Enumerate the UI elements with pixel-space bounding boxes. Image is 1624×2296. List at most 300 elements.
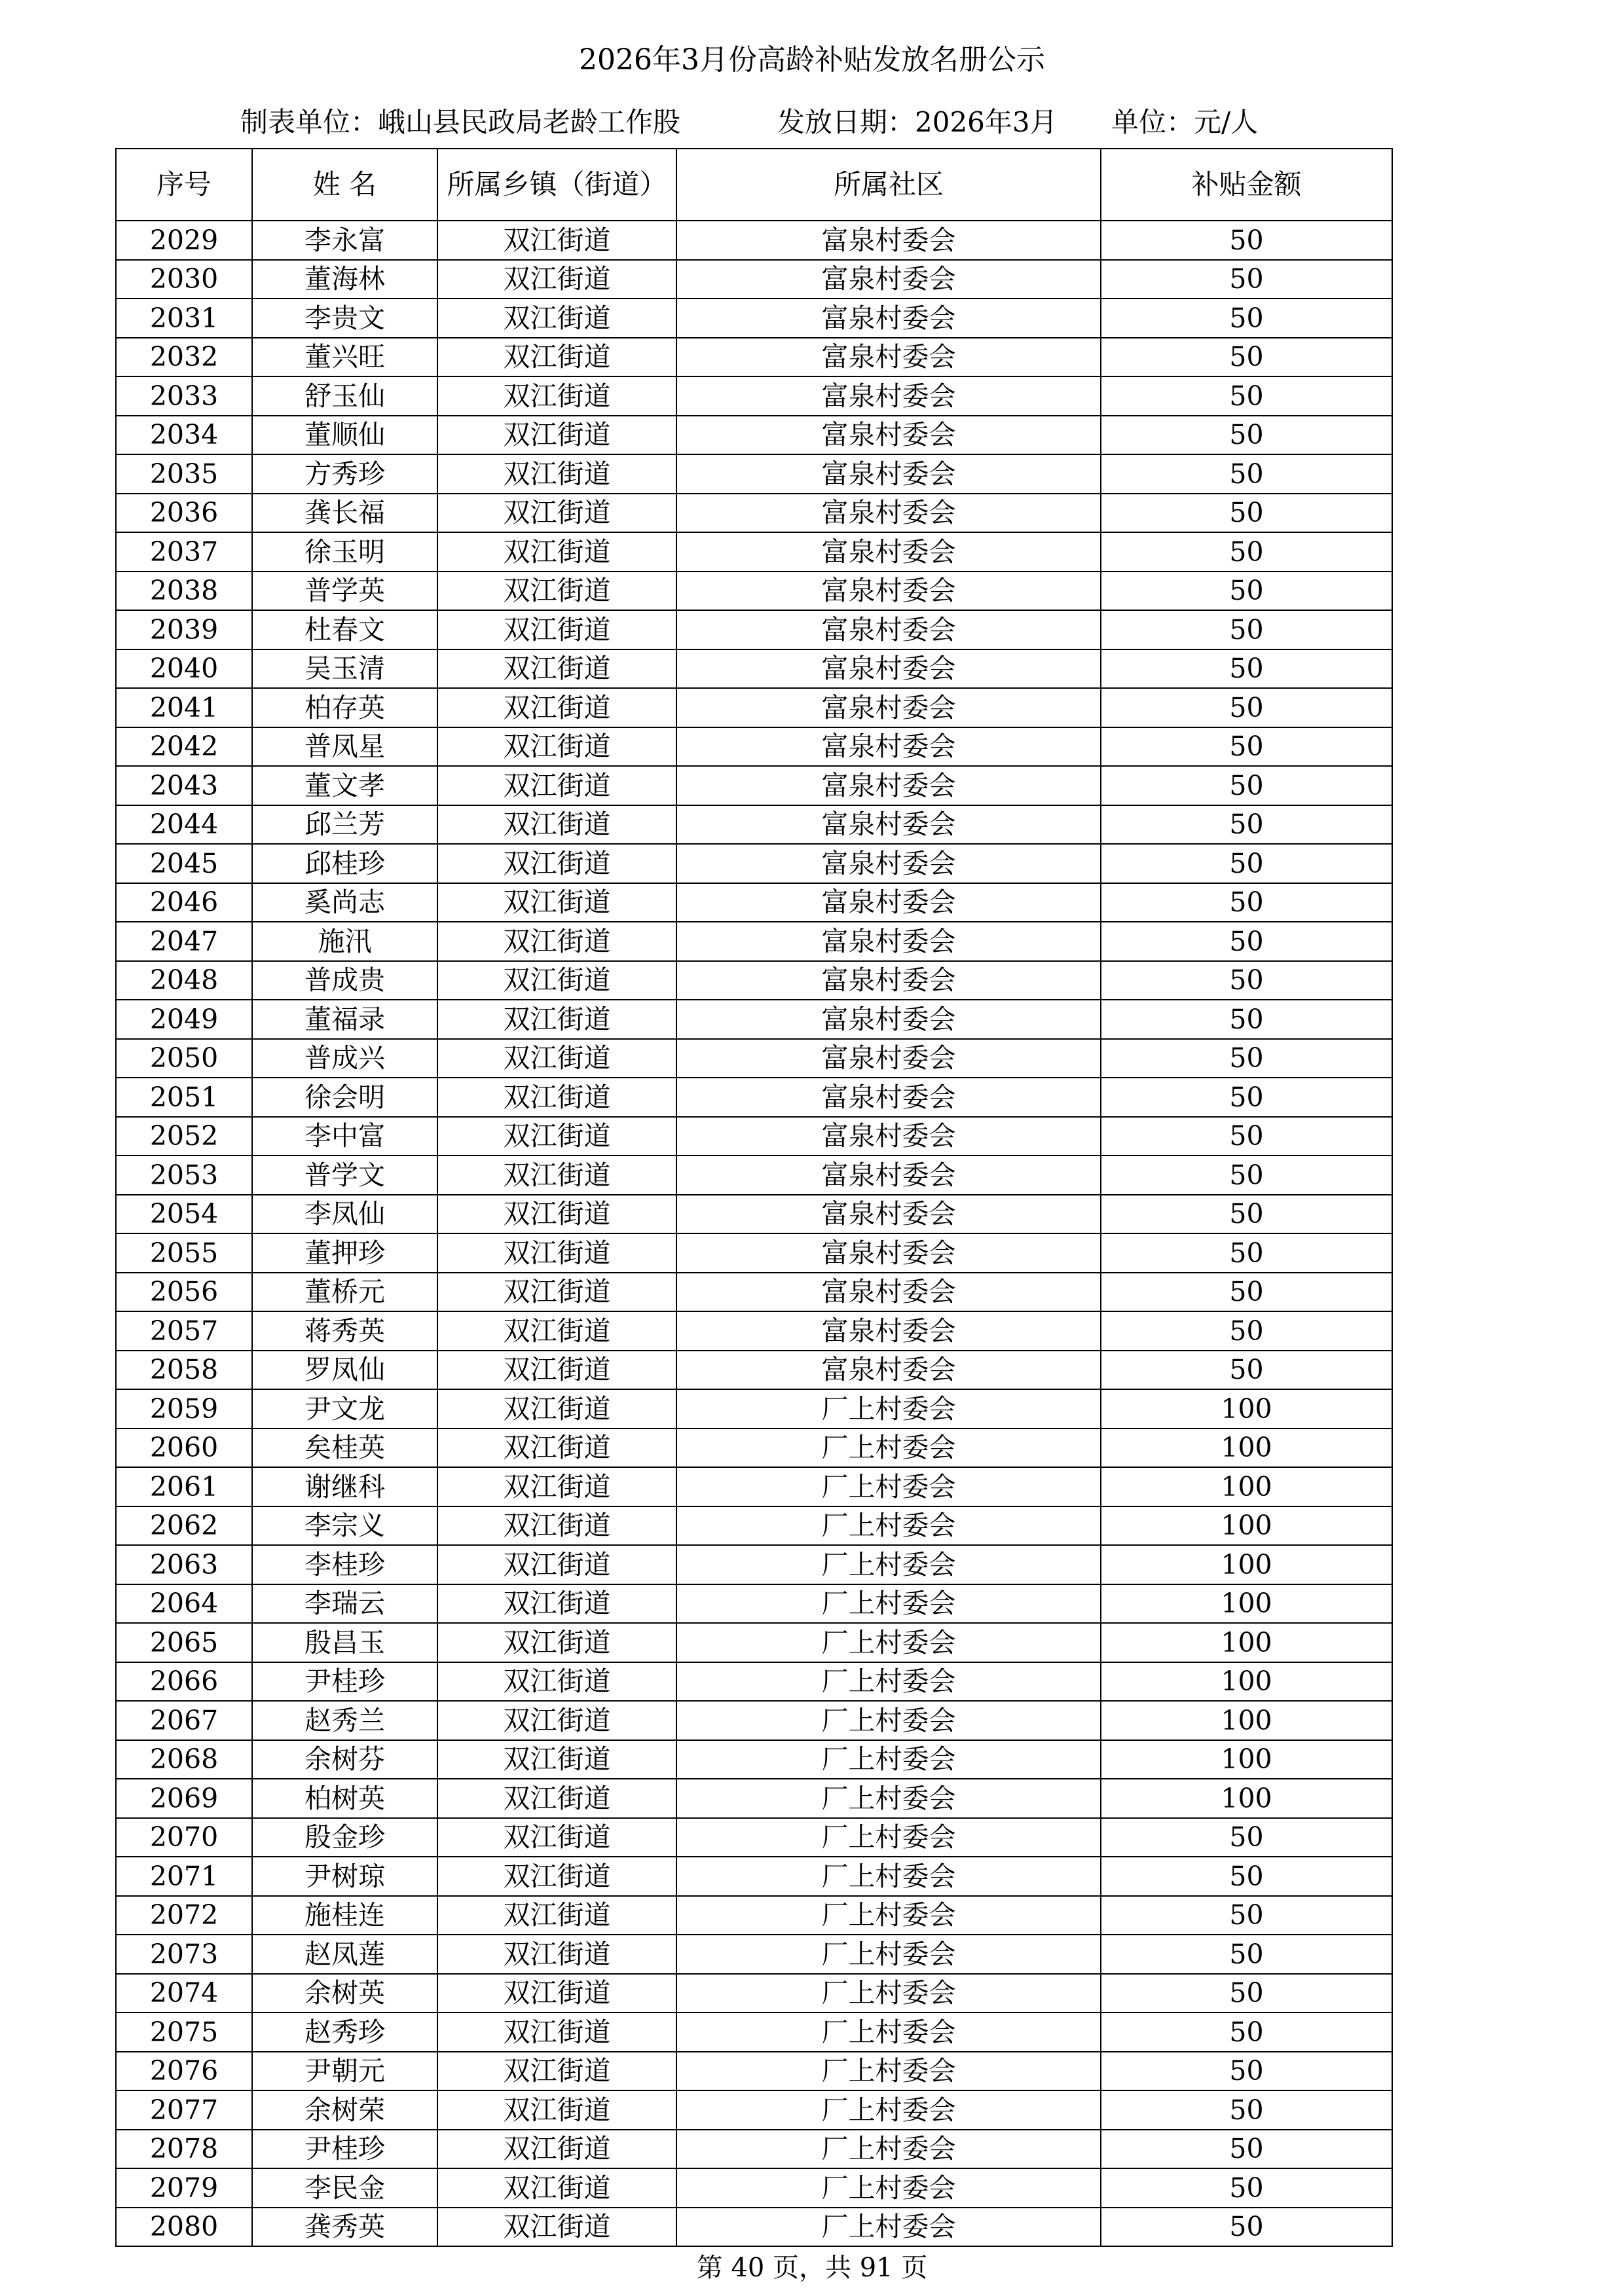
cell-township: 双江街道 (437, 805, 676, 845)
cell-sequence: 2076 (116, 2052, 252, 2091)
cell-subsidy-amount: 100 (1101, 1545, 1392, 1584)
cell-subsidy-amount: 50 (1101, 1156, 1392, 1195)
cell-subsidy-amount: 50 (1101, 2090, 1392, 2130)
cell-subsidy-amount: 50 (1101, 1233, 1392, 1273)
cell-sequence: 2072 (116, 1896, 252, 1935)
issue-date-label: 发放日期：2026年3月 (777, 106, 1058, 138)
cell-sequence: 2038 (116, 572, 252, 611)
cell-community: 富泉村委会 (676, 805, 1101, 845)
cell-community: 厂上村委会 (676, 1623, 1101, 1662)
cell-name: 李宗义 (252, 1506, 437, 1546)
cell-sequence: 2040 (116, 649, 252, 689)
table-row (116, 2130, 1392, 2169)
table-row (116, 2090, 1392, 2130)
cell-subsidy-amount: 50 (1101, 1818, 1392, 1857)
cell-name: 尹桂珍 (252, 1662, 437, 1702)
cell-sequence: 2036 (116, 494, 252, 533)
cell-sequence: 2049 (116, 1000, 252, 1039)
cell-name: 尹树琼 (252, 1857, 437, 1896)
cell-township: 双江街道 (437, 1039, 676, 1078)
cell-name: 舒玉仙 (252, 376, 437, 416)
cell-name: 董福录 (252, 1000, 437, 1039)
cell-name: 李中富 (252, 1117, 437, 1156)
cell-township: 双江街道 (437, 1623, 676, 1662)
table-row (116, 338, 1392, 377)
cell-sequence: 2050 (116, 1039, 252, 1078)
cell-name: 李贵文 (252, 299, 437, 338)
cell-township: 双江街道 (437, 416, 676, 455)
cell-sequence: 2066 (116, 1662, 252, 1702)
cell-name: 龚秀英 (252, 2208, 437, 2247)
cell-township: 双江街道 (437, 1467, 676, 1506)
cell-name: 邱桂珍 (252, 844, 437, 883)
cell-township: 双江街道 (437, 299, 676, 338)
cell-community: 富泉村委会 (676, 1351, 1101, 1390)
cell-name: 蒋秀英 (252, 1311, 437, 1351)
cell-community: 富泉村委会 (676, 338, 1101, 377)
cell-community: 富泉村委会 (676, 1156, 1101, 1195)
cell-name: 殷昌玉 (252, 1623, 437, 1662)
cell-community: 厂上村委会 (676, 1740, 1101, 1779)
cell-sequence: 2071 (116, 1857, 252, 1896)
cell-township: 双江街道 (437, 1740, 676, 1779)
cell-sequence: 2070 (116, 1818, 252, 1857)
table-row (116, 727, 1392, 767)
cell-subsidy-amount: 50 (1101, 221, 1392, 260)
cell-subsidy-amount: 50 (1101, 299, 1392, 338)
cell-subsidy-amount: 50 (1101, 1896, 1392, 1935)
cell-township: 双江街道 (437, 1779, 676, 1818)
cell-community: 厂上村委会 (676, 1467, 1101, 1506)
header-subsidy-amount: 补贴金额 (1101, 149, 1392, 221)
cell-name: 尹朝元 (252, 2052, 437, 2091)
cell-sequence: 2059 (116, 1389, 252, 1429)
cell-township: 双江街道 (437, 1389, 676, 1429)
cell-township: 双江街道 (437, 572, 676, 611)
cell-sequence: 2053 (116, 1156, 252, 1195)
table-row (116, 1935, 1392, 1974)
table-row (116, 376, 1392, 416)
cell-sequence: 2060 (116, 1429, 252, 1468)
cell-subsidy-amount: 50 (1101, 1857, 1392, 1896)
cell-community: 富泉村委会 (676, 961, 1101, 1000)
cell-sequence: 2068 (116, 1740, 252, 1779)
header-name: 姓 名 (252, 149, 437, 221)
cell-township: 双江街道 (437, 922, 676, 961)
currency-unit-label: 单位：元/人 (1111, 106, 1259, 138)
table-row (116, 805, 1392, 845)
table-row (116, 922, 1392, 961)
cell-name: 普成兴 (252, 1039, 437, 1078)
table-row (116, 260, 1392, 299)
cell-subsidy-amount: 100 (1101, 1506, 1392, 1546)
cell-sequence: 2064 (116, 1584, 252, 1624)
cell-name: 董文孝 (252, 766, 437, 805)
table-row (116, 1039, 1392, 1078)
table-row (116, 1429, 1392, 1468)
table-row (116, 1351, 1392, 1390)
cell-subsidy-amount: 50 (1101, 2052, 1392, 2091)
cell-subsidy-amount: 50 (1101, 766, 1392, 805)
cell-subsidy-amount: 50 (1101, 961, 1392, 1000)
cell-name: 赵秀珍 (252, 2013, 437, 2052)
cell-community: 富泉村委会 (676, 1039, 1101, 1078)
table-row (116, 2013, 1392, 2052)
cell-sequence: 2056 (116, 1273, 252, 1312)
cell-subsidy-amount: 50 (1101, 2168, 1392, 2208)
cell-community: 富泉村委会 (676, 1311, 1101, 1351)
cell-community: 厂上村委会 (676, 2013, 1101, 2052)
cell-community: 厂上村委会 (676, 2208, 1101, 2247)
cell-subsidy-amount: 100 (1101, 1584, 1392, 1624)
cell-sequence: 2032 (116, 338, 252, 377)
table-row (116, 766, 1392, 805)
table-row (116, 1117, 1392, 1156)
cell-subsidy-amount: 50 (1101, 494, 1392, 533)
cell-community: 富泉村委会 (676, 260, 1101, 299)
cell-community: 厂上村委会 (676, 1818, 1101, 1857)
cell-subsidy-amount: 100 (1101, 1429, 1392, 1468)
cell-name: 吴玉清 (252, 649, 437, 689)
document-title: 2026年3月份高龄补贴发放名册公示 (579, 43, 1045, 77)
table-row (116, 1584, 1392, 1624)
table-row (116, 1156, 1392, 1195)
cell-community: 厂上村委会 (676, 1506, 1101, 1546)
cell-township: 双江街道 (437, 1896, 676, 1935)
cell-subsidy-amount: 100 (1101, 1740, 1392, 1779)
cell-township: 双江街道 (437, 1584, 676, 1624)
cell-subsidy-amount: 50 (1101, 1039, 1392, 1078)
cell-subsidy-amount: 50 (1101, 844, 1392, 883)
cell-name: 李永富 (252, 221, 437, 260)
cell-community: 富泉村委会 (676, 844, 1101, 883)
cell-community: 厂上村委会 (676, 1429, 1101, 1468)
cell-township: 双江街道 (437, 1935, 676, 1974)
table-row (116, 494, 1392, 533)
cell-township: 双江街道 (437, 2208, 676, 2247)
cell-name: 普学文 (252, 1156, 437, 1195)
cell-township: 双江街道 (437, 727, 676, 767)
cell-name: 柏存英 (252, 688, 437, 727)
cell-name: 奚尚志 (252, 883, 437, 922)
cell-community: 富泉村委会 (676, 610, 1101, 649)
cell-sequence: 2045 (116, 844, 252, 883)
table-header-row (116, 149, 1392, 221)
cell-sequence: 2078 (116, 2130, 252, 2169)
cell-township: 双江街道 (437, 1156, 676, 1195)
cell-township: 双江街道 (437, 221, 676, 260)
cell-community: 富泉村委会 (676, 1117, 1101, 1156)
cell-township: 双江街道 (437, 2052, 676, 2091)
table-row (116, 221, 1392, 260)
cell-name: 杜春文 (252, 610, 437, 649)
cell-township: 双江街道 (437, 610, 676, 649)
table-row (116, 1545, 1392, 1584)
cell-sequence: 2051 (116, 1078, 252, 1117)
table-row (116, 883, 1392, 922)
cell-sequence: 2069 (116, 1779, 252, 1818)
cell-sequence: 2031 (116, 299, 252, 338)
cell-township: 双江街道 (437, 1857, 676, 1896)
cell-name: 罗凤仙 (252, 1351, 437, 1390)
table-row (116, 1389, 1392, 1429)
cell-township: 双江街道 (437, 649, 676, 689)
cell-subsidy-amount: 50 (1101, 922, 1392, 961)
cell-name: 施汛 (252, 922, 437, 961)
cell-sequence: 2062 (116, 1506, 252, 1546)
cell-township: 双江街道 (437, 2013, 676, 2052)
cell-name: 普学英 (252, 572, 437, 611)
cell-community: 富泉村委会 (676, 494, 1101, 533)
cell-subsidy-amount: 50 (1101, 532, 1392, 572)
cell-name: 谢继科 (252, 1467, 437, 1506)
cell-community: 厂上村委会 (676, 1857, 1101, 1896)
cell-sequence: 2052 (116, 1117, 252, 1156)
cell-sequence: 2039 (116, 610, 252, 649)
cell-subsidy-amount: 50 (1101, 1311, 1392, 1351)
cell-community: 厂上村委会 (676, 2052, 1101, 2091)
cell-subsidy-amount: 100 (1101, 1623, 1392, 1662)
cell-community: 厂上村委会 (676, 1701, 1101, 1740)
cell-community: 富泉村委会 (676, 454, 1101, 494)
cell-name: 董桥元 (252, 1273, 437, 1312)
cell-subsidy-amount: 50 (1101, 1935, 1392, 1974)
cell-community: 富泉村委会 (676, 766, 1101, 805)
table-row (116, 1779, 1392, 1818)
cell-sequence: 2075 (116, 2013, 252, 2052)
cell-sequence: 2029 (116, 221, 252, 260)
cell-subsidy-amount: 50 (1101, 2130, 1392, 2169)
table-row (116, 572, 1392, 611)
cell-sequence: 2073 (116, 1935, 252, 1974)
table-row (116, 1662, 1392, 1702)
cell-name: 董押珍 (252, 1233, 437, 1273)
cell-township: 双江街道 (437, 688, 676, 727)
cell-township: 双江街道 (437, 883, 676, 922)
cell-name: 殷金珍 (252, 1818, 437, 1857)
cell-name: 方秀珍 (252, 454, 437, 494)
cell-subsidy-amount: 50 (1101, 376, 1392, 416)
cell-name: 董兴旺 (252, 338, 437, 377)
cell-subsidy-amount: 100 (1101, 1662, 1392, 1702)
cell-township: 双江街道 (437, 1273, 676, 1312)
cell-township: 双江街道 (437, 1195, 676, 1234)
cell-subsidy-amount: 50 (1101, 416, 1392, 455)
cell-subsidy-amount: 50 (1101, 260, 1392, 299)
header-community: 所属社区 (676, 149, 1101, 221)
cell-township: 双江街道 (437, 1701, 676, 1740)
cell-subsidy-amount: 50 (1101, 454, 1392, 494)
cell-name: 李民金 (252, 2168, 437, 2208)
cell-subsidy-amount: 50 (1101, 1195, 1392, 1234)
table-row (116, 1623, 1392, 1662)
cell-name: 施桂连 (252, 1896, 437, 1935)
cell-township: 双江街道 (437, 376, 676, 416)
cell-subsidy-amount: 50 (1101, 649, 1392, 689)
cell-sequence: 2035 (116, 454, 252, 494)
cell-name: 普凤星 (252, 727, 437, 767)
cell-sequence: 2033 (116, 376, 252, 416)
cell-subsidy-amount: 50 (1101, 1078, 1392, 1117)
cell-township: 双江街道 (437, 338, 676, 377)
table-row (116, 1857, 1392, 1896)
cell-township: 双江街道 (437, 494, 676, 533)
cell-sequence: 2055 (116, 1233, 252, 1273)
cell-community: 富泉村委会 (676, 532, 1101, 572)
cell-subsidy-amount: 100 (1101, 1467, 1392, 1506)
cell-community: 厂上村委会 (676, 1545, 1101, 1584)
header-sequence: 序号 (116, 149, 252, 221)
cell-subsidy-amount: 50 (1101, 688, 1392, 727)
cell-community: 厂上村委会 (676, 2090, 1101, 2130)
cell-township: 双江街道 (437, 961, 676, 1000)
cell-name: 矣桂英 (252, 1429, 437, 1468)
cell-name: 龚长福 (252, 494, 437, 533)
table-row (116, 532, 1392, 572)
cell-township: 双江街道 (437, 1078, 676, 1117)
cell-sequence: 2041 (116, 688, 252, 727)
cell-sequence: 2079 (116, 2168, 252, 2208)
cell-name: 赵秀兰 (252, 1701, 437, 1740)
cell-community: 富泉村委会 (676, 1273, 1101, 1312)
cell-township: 双江街道 (437, 1117, 676, 1156)
cell-sequence: 2065 (116, 1623, 252, 1662)
table-row (116, 454, 1392, 494)
cell-name: 余树芬 (252, 1740, 437, 1779)
cell-township: 双江街道 (437, 2168, 676, 2208)
cell-sequence: 2061 (116, 1467, 252, 1506)
cell-subsidy-amount: 50 (1101, 1351, 1392, 1390)
table-row (116, 961, 1392, 1000)
cell-subsidy-amount: 50 (1101, 1117, 1392, 1156)
cell-subsidy-amount: 50 (1101, 572, 1392, 611)
cell-community: 厂上村委会 (676, 2130, 1101, 2169)
cell-township: 双江街道 (437, 1545, 676, 1584)
cell-name: 李凤仙 (252, 1195, 437, 1234)
cell-sequence: 2030 (116, 260, 252, 299)
table-row (116, 1233, 1392, 1273)
cell-name: 余树荣 (252, 2090, 437, 2130)
cell-township: 双江街道 (437, 1351, 676, 1390)
cell-community: 富泉村委会 (676, 883, 1101, 922)
table-row (116, 416, 1392, 455)
cell-name: 普成贵 (252, 961, 437, 1000)
table-row (116, 688, 1392, 727)
table-row (116, 610, 1392, 649)
page-number: 第 40 页，共 91 页 (696, 2253, 928, 2283)
cell-name: 余树英 (252, 1974, 437, 2013)
cell-subsidy-amount: 50 (1101, 883, 1392, 922)
cell-community: 富泉村委会 (676, 688, 1101, 727)
cell-subsidy-amount: 100 (1101, 1779, 1392, 1818)
table-row (116, 2208, 1392, 2247)
cell-subsidy-amount: 50 (1101, 727, 1392, 767)
cell-name: 李桂珍 (252, 1545, 437, 1584)
cell-township: 双江街道 (437, 454, 676, 494)
cell-subsidy-amount: 50 (1101, 1974, 1392, 2013)
cell-sequence: 2080 (116, 2208, 252, 2247)
cell-sequence: 2074 (116, 1974, 252, 2013)
subsidy-roster-table (115, 148, 1393, 2247)
cell-township: 双江街道 (437, 1818, 676, 1857)
cell-name: 柏树英 (252, 1779, 437, 1818)
cell-community: 厂上村委会 (676, 2168, 1101, 2208)
table-row (116, 1740, 1392, 1779)
cell-township: 双江街道 (437, 766, 676, 805)
cell-sequence: 2046 (116, 883, 252, 922)
cell-name: 徐会明 (252, 1078, 437, 1117)
cell-township: 双江街道 (437, 2090, 676, 2130)
table-row (116, 1701, 1392, 1740)
table-row (116, 1818, 1392, 1857)
cell-sequence: 2067 (116, 1701, 252, 1740)
cell-name: 董海林 (252, 260, 437, 299)
cell-community: 富泉村委会 (676, 1195, 1101, 1234)
cell-community: 厂上村委会 (676, 1584, 1101, 1624)
cell-community: 厂上村委会 (676, 1974, 1101, 2013)
cell-name: 尹桂珍 (252, 2130, 437, 2169)
cell-community: 厂上村委会 (676, 1935, 1101, 1974)
cell-community: 厂上村委会 (676, 1662, 1101, 1702)
cell-community: 富泉村委会 (676, 1233, 1101, 1273)
table-row (116, 2168, 1392, 2208)
table-row (116, 1311, 1392, 1351)
table-row (116, 1974, 1392, 2013)
table-row (116, 2052, 1392, 2091)
cell-community: 富泉村委会 (676, 727, 1101, 767)
cell-community: 富泉村委会 (676, 299, 1101, 338)
cell-community: 富泉村委会 (676, 416, 1101, 455)
cell-subsidy-amount: 50 (1101, 1000, 1392, 1039)
table-row (116, 1273, 1392, 1312)
cell-subsidy-amount: 50 (1101, 338, 1392, 377)
cell-sequence: 2057 (116, 1311, 252, 1351)
cell-sequence: 2054 (116, 1195, 252, 1234)
table-row (116, 1078, 1392, 1117)
cell-subsidy-amount: 50 (1101, 2208, 1392, 2247)
table-row (116, 844, 1392, 883)
table-row (116, 1896, 1392, 1935)
table-row (116, 1195, 1392, 1234)
cell-township: 双江街道 (437, 260, 676, 299)
cell-name: 董顺仙 (252, 416, 437, 455)
table-row (116, 1000, 1392, 1039)
cell-name: 徐玉明 (252, 532, 437, 572)
cell-township: 双江街道 (437, 1974, 676, 2013)
cell-sequence: 2042 (116, 727, 252, 767)
cell-subsidy-amount: 50 (1101, 2013, 1392, 2052)
cell-sequence: 2048 (116, 961, 252, 1000)
cell-community: 富泉村委会 (676, 221, 1101, 260)
cell-subsidy-amount: 100 (1101, 1389, 1392, 1429)
cell-community: 富泉村委会 (676, 922, 1101, 961)
header-township: 所属乡镇（街道） (437, 149, 676, 221)
cell-sequence: 2044 (116, 805, 252, 845)
table-body (116, 221, 1392, 2246)
cell-sequence: 2043 (116, 766, 252, 805)
cell-community: 富泉村委会 (676, 649, 1101, 689)
cell-subsidy-amount: 50 (1101, 610, 1392, 649)
cell-township: 双江街道 (437, 1506, 676, 1546)
cell-sequence: 2058 (116, 1351, 252, 1390)
cell-township: 双江街道 (437, 1429, 676, 1468)
cell-name: 赵凤莲 (252, 1935, 437, 1974)
cell-sequence: 2077 (116, 2090, 252, 2130)
cell-community: 富泉村委会 (676, 1000, 1101, 1039)
cell-name: 邱兰芳 (252, 805, 437, 845)
cell-township: 双江街道 (437, 844, 676, 883)
cell-community: 厂上村委会 (676, 1779, 1101, 1818)
